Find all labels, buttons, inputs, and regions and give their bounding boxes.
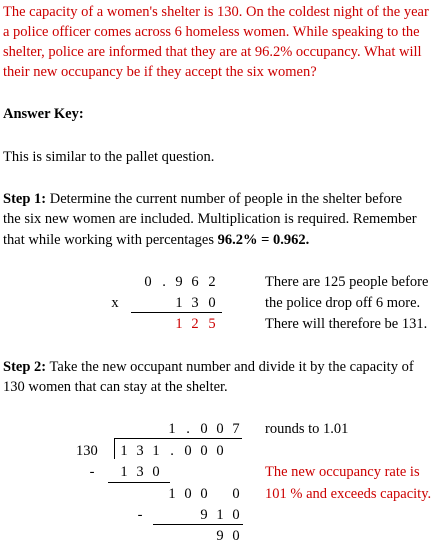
digit: 0: [184, 486, 192, 502]
digit: 0: [144, 274, 152, 290]
step2-line-2: 130 women that can stay at the shelter.: [3, 379, 228, 395]
division-dividend: [0, 442, 446, 460]
question-line-2: a police officer comes across 6 homeless women. While speaking to the: [3, 24, 420, 40]
digit: 3: [136, 443, 144, 459]
digit: 2: [191, 316, 199, 332]
digit: 1: [175, 316, 183, 332]
division-rem-2: [0, 527, 446, 545]
minus-sign: -: [137, 507, 143, 523]
digit: 1: [152, 443, 160, 459]
step2-label: Step 2:: [3, 359, 47, 375]
digit: 0: [208, 295, 216, 311]
digit: 0: [216, 443, 224, 459]
digit: 1: [120, 443, 128, 459]
intro-text: This is similar to the pallet question.: [3, 149, 215, 165]
step2-line-1: [3, 358, 414, 376]
digit: .: [170, 443, 174, 459]
digit: 9: [200, 507, 208, 523]
digit: 0: [200, 443, 208, 459]
answer-key-heading: Answer Key:: [3, 106, 84, 122]
digit: 2: [208, 274, 216, 290]
question-line-3: shelter, police are informed that they are at 96.2% occupancy. What will: [3, 44, 422, 60]
step1-label: Step 1:: [3, 191, 47, 207]
step1-note-1: There are 125 people before: [265, 274, 429, 290]
digit: 0: [232, 507, 240, 523]
step1-line-2: the six new women are included. Multiplication is required. Remember: [3, 211, 417, 227]
digit: 6: [191, 274, 199, 290]
division-sub-2: [0, 506, 446, 524]
mult-rule: [131, 312, 222, 313]
digit: 7: [232, 421, 240, 437]
digit: 0: [200, 421, 208, 437]
digit: 1: [216, 507, 224, 523]
digit: .: [186, 421, 190, 437]
digit: 0: [152, 464, 160, 480]
question-line-4: their new occupancy be if they accept the six women?: [3, 64, 317, 80]
step1-conversion: 96.2% = 0.962.: [217, 232, 310, 248]
digit: 5: [208, 316, 216, 332]
digit: .: [162, 274, 166, 290]
question-line-1: The capacity of a women's shelter is 130. On the coldest night of the year: [3, 4, 429, 20]
division-rule-2: [153, 524, 243, 525]
step1-note-3: There will therefore be 131.: [265, 316, 428, 332]
step1-line-1: [3, 190, 402, 208]
step1-note-2: the police drop off 6 more.: [265, 295, 421, 311]
conclusion-line-2: 101 % and exceeds capacity.: [265, 486, 432, 502]
division-divisor: 130: [76, 443, 98, 459]
division-quotient: [0, 420, 446, 438]
digit: 1: [168, 421, 176, 437]
step1-text-3: that while working with percentages: [3, 232, 218, 248]
digit: 3: [136, 464, 144, 480]
digit: 0: [200, 486, 208, 502]
digit: 1: [168, 486, 176, 502]
rounds-note: rounds to 1.01: [265, 421, 349, 437]
digit: 0: [184, 443, 192, 459]
multiply-sign: x: [111, 295, 119, 311]
minus-sign: -: [89, 464, 95, 480]
digit: 0: [216, 421, 224, 437]
division-rule-1: [108, 482, 170, 483]
step2-text-1: Take the new occupant number and divide it by the capacity of: [46, 359, 414, 375]
digit: 1: [175, 295, 183, 311]
step1-line-3: [3, 231, 309, 249]
conclusion-line-1: The new occupancy rate is: [265, 464, 420, 480]
step1-text-1: Determine the current number of people in the shelter before: [46, 191, 403, 207]
digit: 9: [216, 528, 224, 544]
digit: 9: [175, 274, 183, 290]
digit: 0: [232, 486, 240, 502]
digit: 0: [232, 528, 240, 544]
digit: 3: [191, 295, 199, 311]
division-top-rule: [114, 438, 242, 439]
digit: 1: [120, 464, 128, 480]
